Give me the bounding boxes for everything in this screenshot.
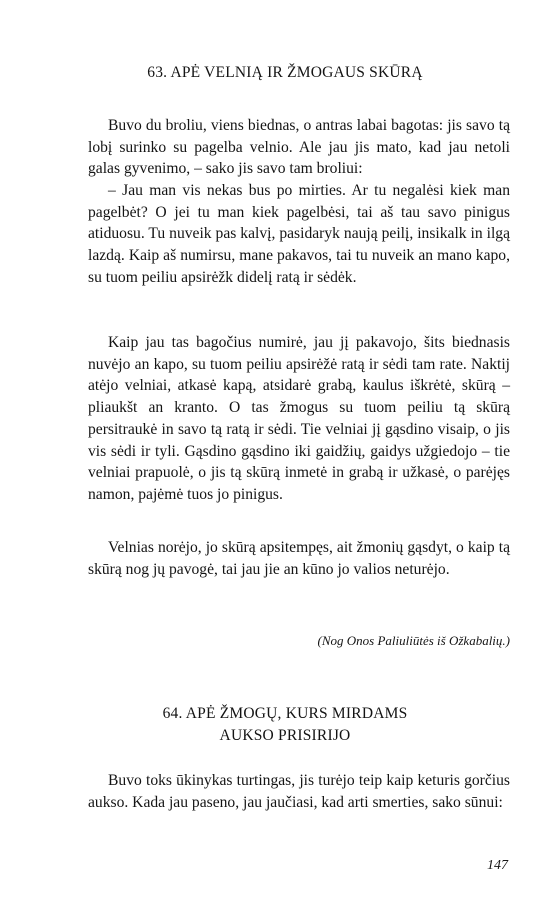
story-63-paragraph-4: Velnias norėjo, jo skūrą apsitempęs, ait žmonių gąsdyt, o kaip tą skūrą nog jų pavogė, tai jau jie an kūno jo valios neturėjo. bbox=[88, 539, 510, 578]
page-number: 147 bbox=[487, 858, 508, 873]
story-64-title-line-1: 64. APĖ ŽMOGŲ, KURS MIRDAMS bbox=[162, 705, 408, 722]
story-63-paragraph-2: – Jau man vis nekas bus po mirties. Ar tu negalėsi kiek man pagelbėt? O jei tu man kiek pagelbėsi, tai aš tau savo pinigus atiduosu. Tu nuveik pas kalvį, pasidaryk naują peilį, insikalk in ilgą lazdą. Kaip aš numirsu, mane pakavos, tai tu nuveik an mano kapo, su tuom peiliu apsirėžk didelį ratą ir sėdėk. bbox=[88, 182, 510, 286]
story-63-paragraph-3: Kaip jau tas bagočius numirė, jau jį pakavojo, šits biednasis nuvėjo an kapo, su tuom peiliu apsirėžė ratą ir sėdi tam rate. Naktij atėjo velniai, atkasė kapą, atsidarė grabą, kaulus iškrėtė, skūrą – pliaukšt an kranto. O tas žmogus su tuom peiliu tą skūrą persitraukė in savo tą ratą ir sėdi. Tie velniai jį gąsdino visaip, o jis vis sėdi ir tyli. Gąsdino gąsdino iki gaidžių, gaidys užgiedojo – tie velniai prapuolė, o jis tą skūrą inmetė in grabą ir užkasė, o parėjęs namon, pajėmė tuos jo pinigus. bbox=[88, 334, 510, 503]
story-63-paragraph-1: Buvo du broliu, viens biednas, o antras labai bagotas: jis savo tą lobį surinko su pagelba velnio. Ale jau jis mato, kad jau netoli galas gyvenimo, – sako jis savo tam broliui: bbox=[88, 117, 510, 178]
story-63-title: 63. APĖ VELNIĄ IR ŽMOGAUS SKŪRĄ bbox=[147, 64, 423, 81]
story-64-title-line-2: AUKSO PRISIRIJO bbox=[219, 727, 351, 744]
story-63-source: (Nog Onos Paliuliūtės iš Ožkabalių.) bbox=[317, 633, 510, 648]
story-64-paragraph-1: Buvo toks ūkinykas turtingas, jis turėjo teip kaip keturis gorčius aukso. Kada jau paseno, jau jaučiasi, kad arti smerties, sako sūnui: bbox=[88, 772, 510, 811]
